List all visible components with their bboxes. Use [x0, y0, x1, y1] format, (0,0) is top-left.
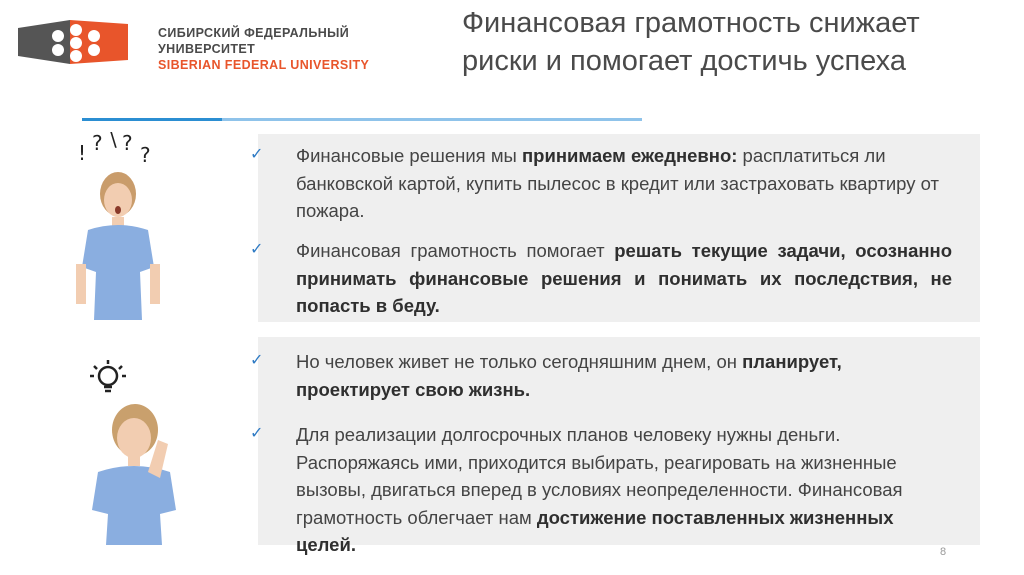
bullet-literacy-helps: [296, 237, 952, 320]
sfu-logo-mark: [18, 18, 133, 66]
check-icon: ✓: [250, 352, 264, 369]
light-bulb-icon: [90, 360, 126, 391]
divider-light-blue: [222, 118, 642, 121]
bullet-daily-decisions: [296, 142, 952, 225]
page-number: 8: [940, 546, 947, 558]
text-bold: достижение поставленных жизненных целей.: [296, 506, 894, 555]
text-run: Финансовая грамотность помогает: [296, 240, 615, 261]
slide-title: [462, 4, 1002, 80]
text-bold: принимаем ежедневно:: [522, 145, 738, 166]
check-icon: ✓: [250, 241, 264, 258]
svg-text:\: \: [110, 132, 117, 151]
text-run: Для реализации долгосрочных планов человеку нужны деньги. Распоряжаясь ими, приходится выбирать, реагировать на жизненные вызовы, двигаться вперед в условиях неопределенности. Финансовая грамотность облегчает нам: [296, 424, 903, 528]
text-bold: решать текущие задачи, осознанно принимать финансовые решения и понимать их последствия, не попасть в беду.: [296, 240, 953, 316]
university-logo: [18, 18, 438, 72]
bullet-planning: [296, 348, 952, 403]
university-name-en: SIBERIAN FEDERAL UNIVERSITY: [158, 58, 370, 72]
svg-text:!: !: [78, 141, 87, 165]
svg-text:?: ?: [140, 143, 151, 167]
university-name-ru: СИБИРСКИЙ ФЕДЕРАЛЬНЫЙ УНИВЕРСИТЕТ: [158, 26, 350, 56]
question-marks-icon: [78, 132, 151, 167]
text-run: расплатиться ли банковской картой, купить пылесос в кредит или застраховать квартиру от пожара.: [296, 145, 939, 221]
title-line-2: риски и помогает достичь успеха: [462, 45, 906, 77]
thinking-girl-illustration: [78, 360, 188, 545]
svg-text:?: ?: [122, 132, 133, 155]
title-line-1: Финансовая грамотность снижает: [462, 7, 920, 39]
text-run: Но человек живет не только сегодняшним днем, он: [296, 351, 743, 372]
svg-text:?: ?: [92, 132, 103, 155]
surprised-girl-illustration: [70, 132, 170, 322]
text-bold: планирует, проектирует свою жизнь.: [296, 351, 842, 400]
divider-blue: [82, 118, 222, 121]
text-run: Финансовые решения мы: [296, 145, 522, 166]
check-icon: ✓: [250, 425, 264, 442]
bullet-long-term-goals: [296, 421, 952, 559]
check-icon: ✓: [250, 146, 264, 163]
